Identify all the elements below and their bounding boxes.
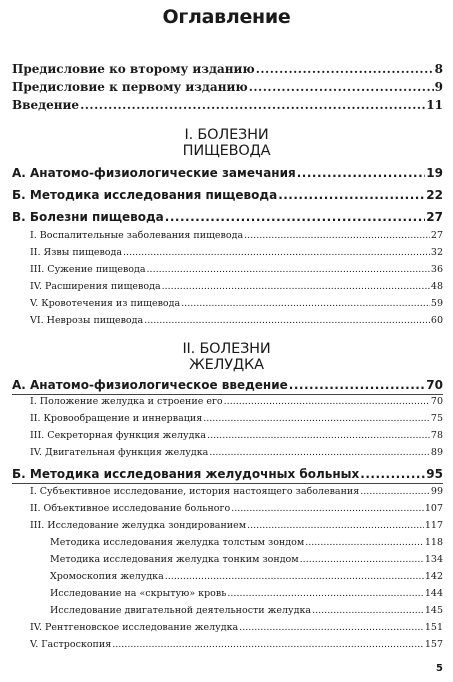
entry-page: 60 bbox=[430, 315, 443, 326]
entry-page: 70 bbox=[430, 396, 443, 407]
entry-label: VI. Неврозы пищевода bbox=[30, 315, 144, 326]
entry-page: 9 bbox=[434, 80, 443, 94]
dot-leader bbox=[209, 447, 430, 457]
entry-label: I. Воспалительные заболевания пищевода bbox=[30, 230, 244, 241]
toc-item[interactable] bbox=[30, 298, 443, 309]
entry-page: 27 bbox=[430, 230, 443, 241]
entry-label: I. Положение желудка и строение его bbox=[30, 396, 223, 407]
entry-page: 89 bbox=[430, 447, 443, 458]
dot-leader bbox=[165, 571, 424, 581]
toc-item[interactable] bbox=[30, 247, 443, 258]
toc-section-2a[interactable] bbox=[12, 378, 443, 392]
entry-page: 75 bbox=[430, 413, 443, 424]
toc-subitem[interactable] bbox=[50, 605, 443, 616]
entry-page: 145 bbox=[424, 605, 443, 616]
entry-page: 70 bbox=[426, 378, 443, 392]
entry-label: II. Объективное исследование больного bbox=[30, 503, 231, 514]
part-heading-2-line2: ЖЕЛУДКА bbox=[189, 357, 264, 373]
toc-item[interactable] bbox=[30, 430, 443, 441]
entry-page: 59 bbox=[430, 298, 443, 309]
toc-item[interactable] bbox=[30, 413, 443, 424]
dot-leader bbox=[312, 605, 424, 615]
entry-label: Исследование на «скрытую» кровь bbox=[50, 588, 227, 599]
dot-leader bbox=[144, 315, 430, 325]
dot-leader bbox=[207, 430, 430, 440]
section-divider bbox=[12, 483, 443, 484]
toc-item[interactable] bbox=[30, 503, 443, 514]
entry-page: 107 bbox=[424, 503, 443, 514]
dot-leader bbox=[227, 588, 423, 598]
entry-label: А. Анатомо-физиологическое введение bbox=[12, 378, 288, 392]
entry-page: 48 bbox=[430, 281, 443, 292]
entry-label: II. Кровообращение и иннервация bbox=[30, 413, 203, 424]
entry-label: Предисловие к первому изданию bbox=[12, 80, 248, 94]
entry-page: 95 bbox=[426, 467, 443, 481]
toc-subitem[interactable] bbox=[50, 537, 443, 548]
dot-leader bbox=[305, 537, 424, 547]
entry-label: А. Анатомо-физиологические замечания bbox=[12, 166, 296, 180]
page-title: Оглавление bbox=[162, 6, 291, 28]
toc-subitem[interactable] bbox=[50, 588, 443, 599]
entry-label: Б. Методика исследования пищевода bbox=[12, 188, 278, 202]
dot-leader bbox=[224, 396, 430, 406]
dot-leader bbox=[165, 210, 426, 223]
dot-leader bbox=[244, 230, 430, 240]
toc-subitem[interactable] bbox=[50, 554, 443, 565]
entry-label: В. Болезни пищевода bbox=[12, 210, 164, 224]
dot-leader bbox=[300, 554, 424, 564]
entry-label: Предисловие ко второму изданию bbox=[12, 62, 255, 76]
part-heading-2-line1: II. БОЛЕЗНИ bbox=[182, 341, 271, 357]
dot-leader bbox=[181, 298, 430, 308]
toc-entry-preface-2[interactable] bbox=[12, 62, 443, 76]
toc-item[interactable] bbox=[30, 486, 443, 497]
entry-label: IV. Расширения пищевода bbox=[30, 281, 161, 292]
entry-page: 142 bbox=[424, 571, 443, 582]
dot-leader bbox=[147, 264, 430, 274]
dot-leader bbox=[239, 622, 424, 632]
entry-label: V. Гастроскопия bbox=[30, 639, 112, 650]
entry-label: IV. Двигательная функция желудка bbox=[30, 447, 209, 458]
entry-page: 78 bbox=[430, 430, 443, 441]
dot-leader bbox=[203, 413, 430, 423]
toc-section-1b[interactable] bbox=[12, 188, 443, 202]
entry-page: 144 bbox=[424, 588, 443, 599]
dot-leader bbox=[360, 486, 430, 496]
toc-item[interactable] bbox=[30, 230, 443, 241]
dot-leader bbox=[247, 520, 424, 530]
toc-item[interactable] bbox=[30, 264, 443, 275]
dot-leader bbox=[112, 639, 424, 649]
entry-label: Методика исследования желудка тонким зондом bbox=[50, 554, 299, 565]
entry-label: Введение bbox=[12, 98, 80, 112]
entry-label: II. Язвы пищевода bbox=[30, 247, 123, 258]
entry-label: III. Секреторная функция желудка bbox=[30, 430, 207, 441]
dot-leader bbox=[297, 166, 426, 179]
part-heading-1-line2: ПИЩЕВОДА bbox=[182, 143, 271, 159]
toc-section-1a[interactable] bbox=[12, 166, 443, 180]
toc-subitem[interactable] bbox=[50, 571, 443, 582]
entry-page: 32 bbox=[430, 247, 443, 258]
dot-leader bbox=[278, 188, 425, 201]
entry-page: 117 bbox=[424, 520, 443, 531]
toc-item[interactable] bbox=[30, 315, 443, 326]
dot-leader bbox=[231, 503, 424, 513]
entry-page: 22 bbox=[426, 188, 443, 202]
entry-page: 11 bbox=[426, 98, 443, 112]
entry-label: Хромоскопия желудка bbox=[50, 571, 164, 582]
entry-label: I. Субъективное исследование, история настоящего заболевания bbox=[30, 486, 360, 497]
entry-page: 134 bbox=[424, 554, 443, 565]
toc-item[interactable] bbox=[30, 639, 443, 650]
entry-label: III. Сужение пищевода bbox=[30, 264, 146, 275]
entry-label: Б. Методика исследования желудочных больных bbox=[12, 467, 360, 481]
toc-entry-introduction[interactable] bbox=[12, 98, 443, 112]
entry-label: V. Кровотечения из пищевода bbox=[30, 298, 181, 309]
dot-leader bbox=[162, 281, 430, 291]
toc-item[interactable] bbox=[30, 396, 443, 407]
toc-section-1c[interactable] bbox=[12, 210, 443, 224]
entry-label: Методика исследования желудка толстым зондом bbox=[50, 537, 305, 548]
part-heading-1-line1: I. БОЛЕЗНИ bbox=[184, 127, 269, 143]
dot-leader bbox=[256, 62, 434, 75]
dot-leader bbox=[289, 378, 426, 391]
entry-page: 157 bbox=[424, 639, 443, 650]
dot-leader bbox=[249, 80, 434, 93]
entry-page: 151 bbox=[424, 622, 443, 633]
entry-label: III. Исследование желудка зондированием bbox=[30, 520, 247, 531]
toc-entry-preface-1[interactable] bbox=[12, 80, 443, 94]
entry-label: Исследование двигательной деятельности желудка bbox=[50, 605, 312, 616]
entry-page: 36 bbox=[430, 264, 443, 275]
entry-page: 8 bbox=[434, 62, 443, 76]
toc-item[interactable] bbox=[30, 447, 443, 458]
dot-leader bbox=[360, 467, 425, 480]
page-number: 5 bbox=[436, 663, 443, 674]
dot-leader bbox=[123, 247, 430, 257]
toc-section-2b[interactable] bbox=[12, 467, 443, 481]
entry-page: 19 bbox=[426, 166, 443, 180]
section-divider bbox=[12, 394, 443, 395]
entry-page: 27 bbox=[426, 210, 443, 224]
dot-leader bbox=[80, 98, 425, 111]
toc-item[interactable] bbox=[30, 520, 443, 531]
entry-page: 99 bbox=[430, 486, 443, 497]
entry-page: 118 bbox=[424, 537, 443, 548]
toc-item[interactable] bbox=[30, 281, 443, 292]
entry-label: IV. Рентгеновское исследование желудка bbox=[30, 622, 239, 633]
toc-item[interactable] bbox=[30, 622, 443, 633]
